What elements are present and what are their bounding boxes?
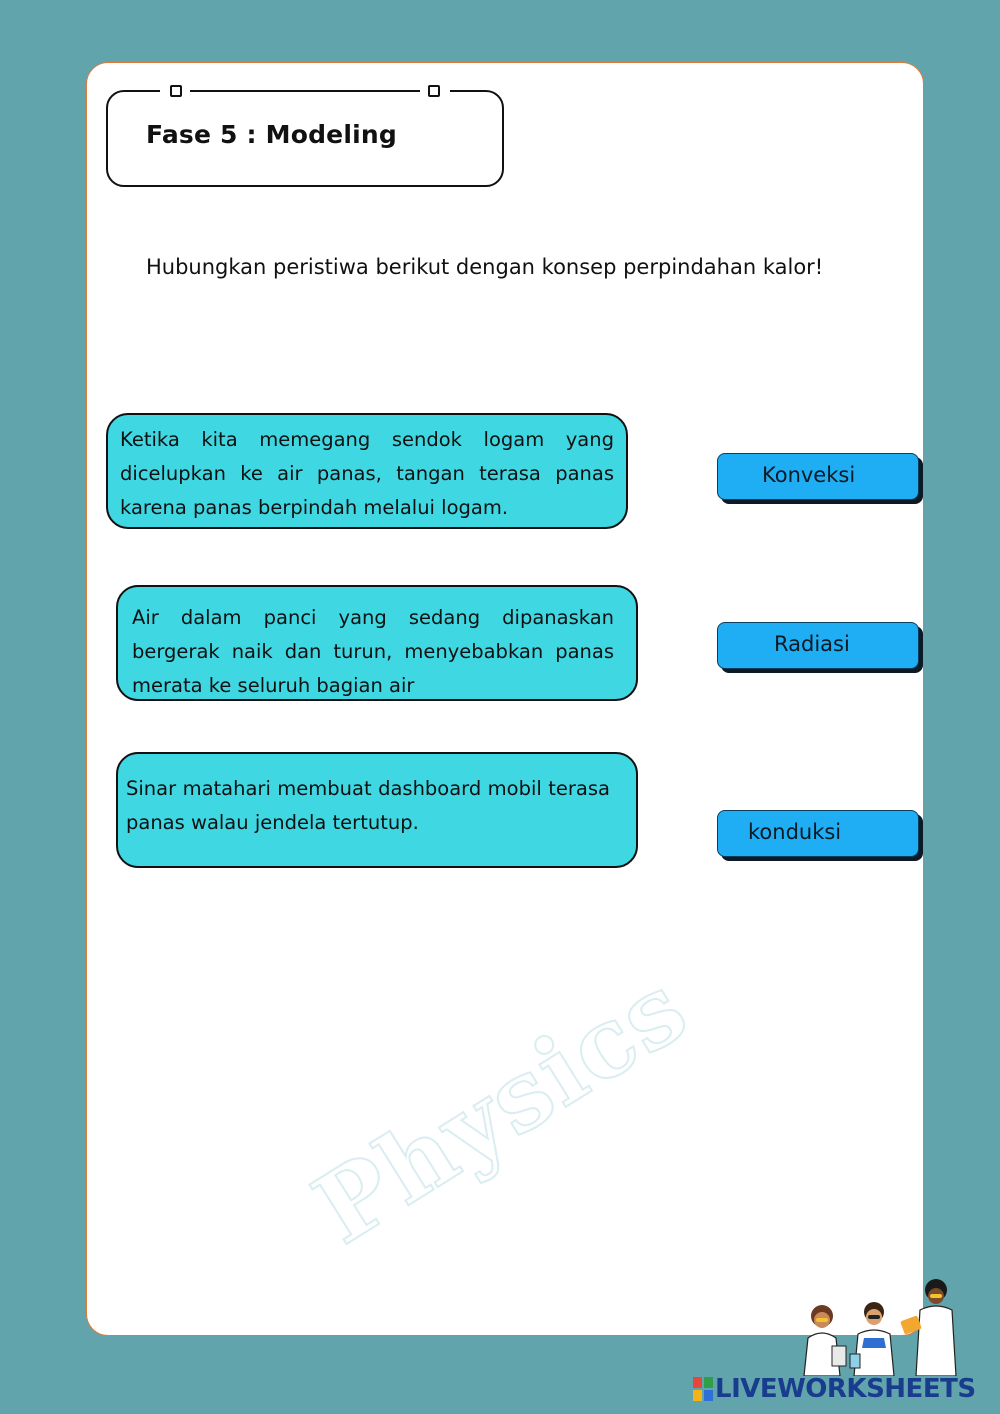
binder-ring-icon [170, 85, 182, 97]
brand-name: LIVEWORKSHEETS [715, 1374, 976, 1404]
option-button-2[interactable] [717, 622, 919, 669]
option-button-3[interactable] [717, 810, 919, 857]
scientist-middle [850, 1302, 894, 1376]
statement-card-3[interactable] [116, 752, 638, 868]
option-button-1[interactable] [717, 453, 919, 500]
statement-text: Sinar matahari membuat dashboard mobil terasa panas walau jendela tertutup. [126, 777, 610, 834]
page-title: Fase 5 : Modeling [146, 120, 397, 149]
statement-text: Air dalam panci yang sedang dipanaskan bergerak naik dan turun, menyebabkan panas merata ke seluruh bagian air [132, 606, 614, 697]
liveworksheets-brand [693, 1374, 976, 1404]
physics-watermark: Physics [295, 950, 707, 1266]
option-label: Konveksi [762, 463, 856, 487]
scientist-right [900, 1279, 956, 1376]
statement-text: Ketika kita memegang sendok logam yang dicelupkan ke air panas, tangan terasa panas karena panas berpindah melalui logam. [120, 428, 614, 519]
statement-card-2[interactable] [116, 585, 638, 701]
option-label: konduksi [748, 820, 842, 844]
binder-ring-icon [428, 85, 440, 97]
instruction-text: Hubungkan peristiwa berikut dengan konsep perpindahan kalor! [146, 255, 824, 279]
liveworksheets-logo-icon [693, 1377, 713, 1401]
scientist-left [804, 1305, 846, 1376]
scientists-illustration-icon [790, 1276, 980, 1376]
statement-card-1[interactable] [106, 413, 628, 529]
option-label: Radiasi [774, 632, 850, 656]
